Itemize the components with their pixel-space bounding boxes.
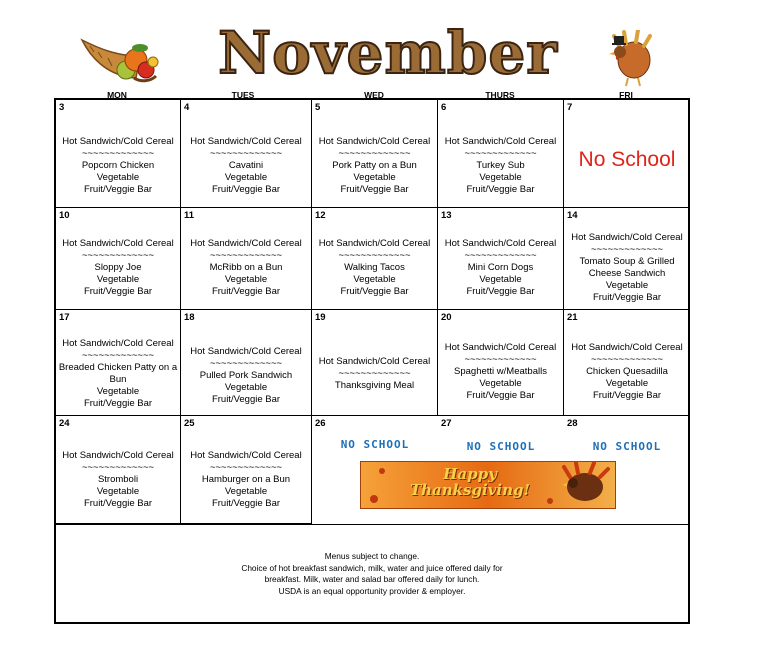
day-cell [564,100,690,208]
footer-line: Menus subject to change. [324,551,420,561]
menu-items [181,136,311,196]
day-number: 19 [315,312,326,323]
menu-line: Hot Sandwich/Cold Cereal [62,238,174,249]
menu-line: ~~~~~~~~~~~~~ [81,148,155,159]
menu-line: Cheese Sandwich [588,268,666,279]
menu-line: Vegetable [479,172,522,183]
menu-line: Hot Sandwich/Cold Cereal [190,450,302,461]
menu-line: Hot Sandwich/Cold Cereal [62,136,174,147]
day-cell [564,310,690,416]
day-number: 27 [441,418,452,429]
menu-line: Vegetable [479,274,522,285]
menu-items [56,450,180,510]
menu-line: Fruit/Veggie Bar [592,292,662,303]
menu-line: ~~~~~~~~~~~~~ [464,250,537,261]
menu-line: Mini Corn Dogs [467,262,534,273]
day-cell [312,310,438,416]
calendar-header [0,0,762,100]
day-number: 18 [184,312,195,323]
menu-line: Hot Sandwich/Cold Cereal [190,136,302,147]
menu-line: Hot Sandwich/Cold Cereal [571,342,683,353]
menu-items [438,136,563,196]
footer-line: USDA is an equal opportunity provider & employer. [278,585,466,596]
day-number: 24 [59,418,70,429]
menu-line: Fruit/Veggie Bar [592,390,662,401]
menu-line: Hot Sandwich/Cold Cereal [571,232,683,243]
banner-line-1: Happy [443,465,497,483]
day-cell [438,100,564,208]
menu-line: Vegetable [224,382,268,393]
menu-line: Fruit/Veggie Bar [466,184,535,195]
footer-line: Choice of hot breakfast sandwich, milk, water and juice offered daily for [241,562,503,573]
day-number: 14 [567,210,578,221]
menu-line: Fruit/Veggie Bar [211,498,281,509]
menu-line: Hot Sandwich/Cold Cereal [318,136,431,147]
day-header-thu: THURS [485,90,515,100]
menu-line: Spaghetti w/Meatballs [454,366,547,377]
menu-line: ~~~~~~~~~~~~~ [209,462,283,473]
day-number: 6 [441,102,447,113]
day-number: 11 [184,210,195,221]
menu-items [181,238,311,298]
menu-line: Fruit/Veggie Bar [340,286,409,297]
day-cell [56,416,181,524]
menu-line: Hot Sandwich/Cold Cereal [62,338,174,349]
no-school-label: NO SCHOOL [592,440,662,453]
menu-line: Vegetable [96,386,140,397]
menu-line: Vegetable [224,486,268,497]
menu-line: Vegetable [96,172,140,183]
menu-line: ~~~~~~~~~~~~~ [338,368,411,379]
calendar-grid [54,98,690,624]
menu-line: Fruit/Veggie Bar [211,286,281,297]
menu-line: Breaded Chicken Patty on a [58,362,178,373]
day-number: 21 [567,312,578,323]
no-school-label: No School [578,148,676,171]
banner-line-2: Thanksgiving! [409,481,531,499]
menu-line: ~~~~~~~~~~~~~ [81,462,155,473]
day-number: 5 [315,102,321,113]
day-number: 4 [184,102,190,113]
day-number: 10 [59,210,70,221]
menu-line: Walking Tacos [344,262,405,273]
menu-items [181,450,311,510]
menu-line: Vegetable [224,274,268,285]
menu-items [564,232,690,304]
day-header-mon: MON [107,90,127,100]
menu-line: Hot Sandwich/Cold Cereal [190,238,302,249]
menu-line: Fruit/Veggie Bar [83,286,153,297]
day-cell [56,208,181,310]
menu-line: Fruit/Veggie Bar [83,398,153,409]
menu-items [312,356,437,392]
day-number: 20 [441,312,452,323]
day-number: 13 [441,210,452,221]
menu-line: Fruit/Veggie Bar [83,184,153,195]
day-number: 26 [315,418,326,429]
menu-line: ~~~~~~~~~~~~~ [590,244,664,255]
menu-line: Pork Patty on a Bun [332,160,417,171]
menu-line: Fruit/Veggie Bar [340,184,409,195]
page-title [192,19,584,87]
day-cell [181,208,312,310]
menu-line: Fruit/Veggie Bar [466,390,535,401]
menu-line: Hot Sandwich/Cold Cereal [318,238,431,249]
day-cell [564,208,690,310]
day-header-tue: TUES [231,90,255,100]
menu-line: Vegetable [224,172,268,183]
menu-line: Tomato Soup & Grilled [579,256,675,267]
menu-items [312,136,437,196]
menu-line: Hot Sandwich/Cold Cereal [190,346,302,357]
menu-line: ~~~~~~~~~~~~~ [209,358,283,369]
menu-line: Cavatini [228,160,264,171]
menu-line: Bun [109,374,127,385]
menu-line: ~~~~~~~~~~~~~ [338,148,411,159]
no-school-label: NO SCHOOL [466,440,536,453]
day-cell [181,416,312,524]
menu-items [56,136,180,196]
day-number: 7 [567,102,573,113]
menu-items [181,346,311,406]
day-cell [56,310,181,416]
footer-notes [56,551,688,597]
menu-line: Popcorn Chicken [81,160,155,171]
menu-line: Vegetable [479,378,522,389]
menu-line: Vegetable [605,378,649,389]
menu-line: Vegetable [605,280,649,291]
menu-items [438,238,563,298]
menu-line: Chicken Quesadilla [586,366,668,377]
menu-line: ~~~~~~~~~~~~~ [590,354,664,365]
day-number: 12 [315,210,326,221]
menu-items [312,238,437,298]
no-school-label: NO SCHOOL [340,438,410,451]
menu-line: Hot Sandwich/Cold Cereal [444,342,557,353]
menu-line: Hamburger on a Bun [201,474,291,485]
day-cell [438,208,564,310]
menu-line: Fruit/Veggie Bar [466,286,535,297]
menu-line: Fruit/Veggie Bar [211,394,281,405]
menu-line: Hot Sandwich/Cold Cereal [62,450,174,461]
menu-line: ~~~~~~~~~~~~~ [338,250,411,261]
day-cell [312,100,438,208]
day-cell [56,100,181,208]
menu-line: Vegetable [96,486,140,497]
day-header-fri: FRI [619,90,633,100]
day-cell [312,208,438,310]
menu-items [438,342,563,402]
menu-line: ~~~~~~~~~~~~~ [209,250,283,261]
menu-items [56,338,180,410]
menu-line: ~~~~~~~~~~~~~ [209,148,283,159]
menu-line: Hot Sandwich/Cold Cereal [318,356,431,367]
menu-line: Turkey Sub [476,160,525,171]
title-text: November [218,19,558,87]
menu-line: Vegetable [353,172,396,183]
day-number: 28 [567,418,578,429]
menu-line: Sloppy Joe [94,262,142,273]
menu-line: ~~~~~~~~~~~~~ [81,350,155,361]
day-number: 25 [184,418,195,429]
day-number: 3 [59,102,65,113]
day-cell [181,310,312,416]
menu-line: Thanksgiving Meal [334,380,415,391]
menu-line: ~~~~~~~~~~~~~ [81,250,155,261]
footer-divider [56,524,688,525]
menu-line: Hot Sandwich/Cold Cereal [444,136,557,147]
banner-text [395,466,545,498]
menu-line: Pulled Pork Sandwich [199,370,293,381]
turkey-icon [606,30,656,88]
menu-items [56,238,180,298]
menu-items [564,342,690,402]
cornucopia-icon [80,26,160,84]
menu-line: Hot Sandwich/Cold Cereal [444,238,557,249]
thanksgiving-banner [360,461,616,509]
day-cell [181,100,312,208]
menu-line: Fruit/Veggie Bar [211,184,281,195]
menu-line: Vegetable [96,274,140,285]
day-number: 17 [59,312,70,323]
menu-line: ~~~~~~~~~~~~~ [464,148,537,159]
menu-line: Vegetable [353,274,396,285]
menu-line: Fruit/Veggie Bar [83,498,153,509]
menu-line: Stromboli [97,474,139,485]
day-header-wed: WED [364,90,384,100]
footer-line: breakfast. Milk, water and salad bar offered daily for lunch. [264,574,480,584]
menu-line: ~~~~~~~~~~~~~ [464,354,537,365]
menu-line: McRibb on a Bun [209,262,283,273]
day-cell [438,310,564,416]
